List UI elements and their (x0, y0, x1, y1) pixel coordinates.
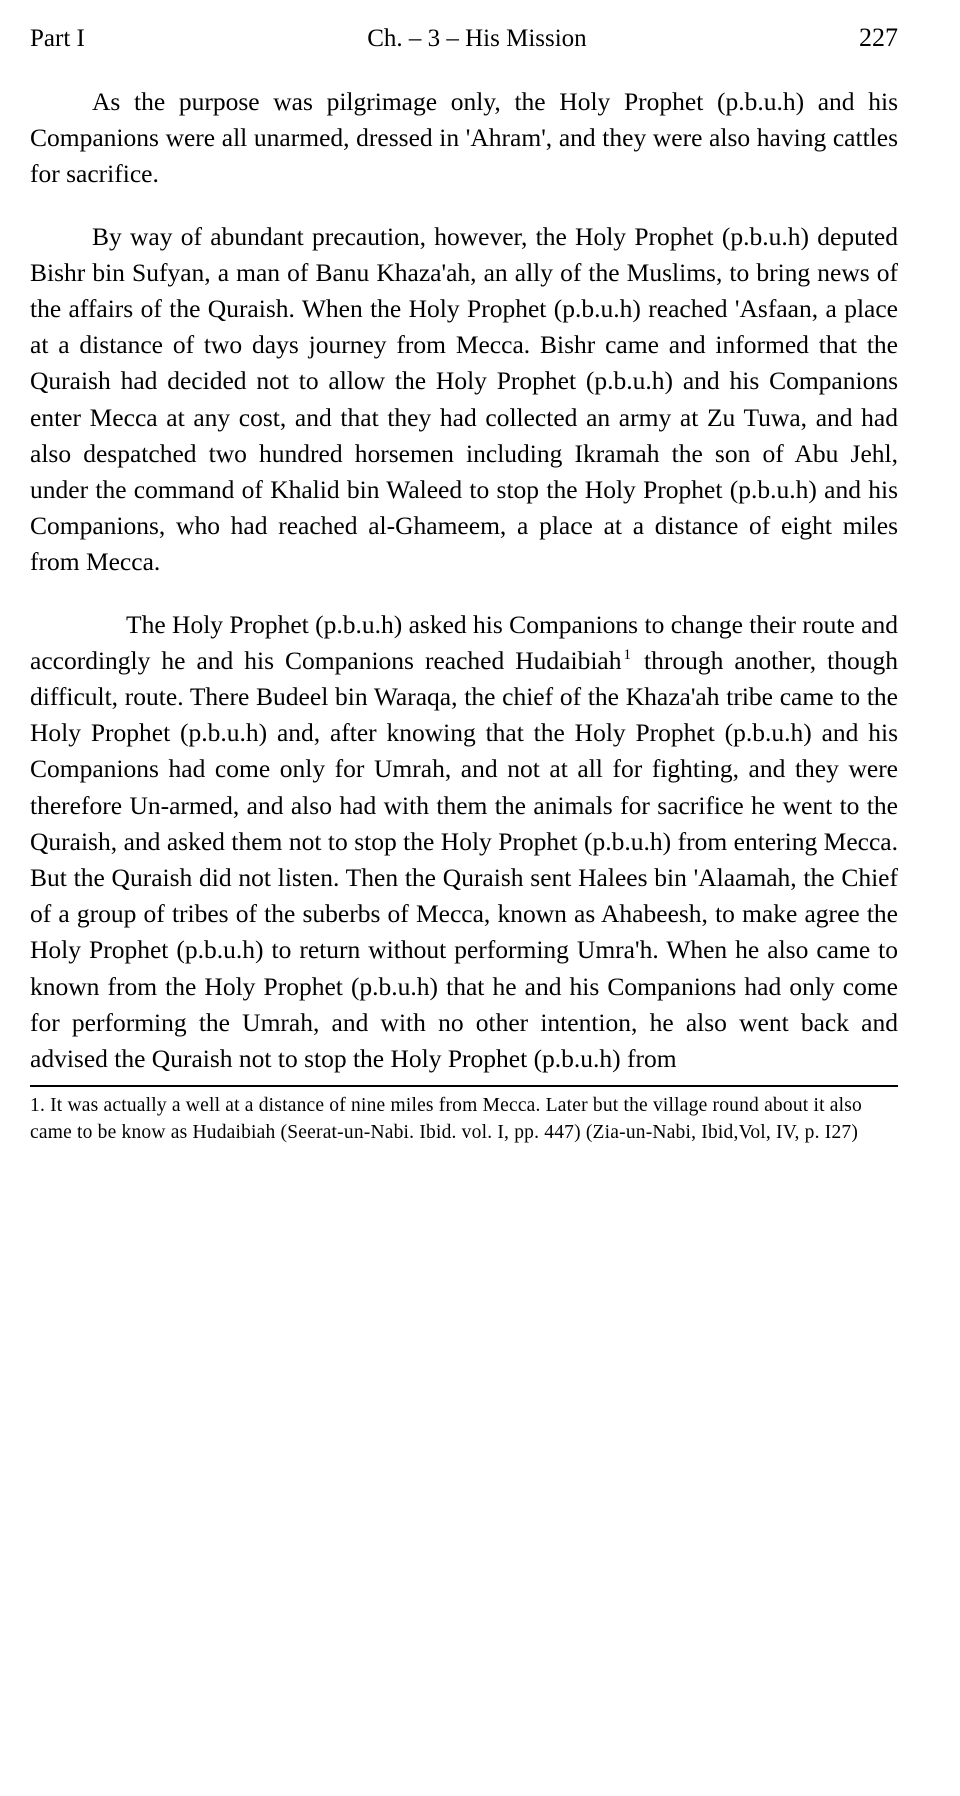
page-header (30, 22, 898, 54)
header-chapter-title: Ch. – 3 – His Mission (367, 25, 587, 52)
paragraph-2: By way of abundant precaution, however, the Holy Prophet (p.b.u.h) deputed Bishr bin Sufyan, a man of Banu Khaza'ah, an ally of the Muslims, to bring news of the affairs of the Quraish. When the Holy Prophet (p.b.u.h) reached 'Asfaan, a place at a distance of two days journey from Mecca. Bishr came and informed that the Quraish had decided not to allow the Holy Prophet (p.b.u.h) and his Companions enter Mecca at any cost, and that they had collected an army at Zu Tuwa, and had also despatched two hundred horsemen including Ikramah the son of Abu Jehl, under the command of Khalid bin Waleed to stop the Holy Prophet (p.b.u.h) and his Companions, who had reached al-Ghameem, a place at a distance of eight miles from Mecca. (30, 221, 898, 577)
paragraph-3-text-before-footnote: The Holy Prophet (p.b.u.h) asked his Companions to change their route and accordingly he and his Companions reached Hudaibiah (30, 609, 898, 675)
footnote-block (30, 1093, 898, 1147)
page-body (30, 84, 898, 1077)
header-part-label: Part I (30, 25, 85, 52)
paragraph-3-text-after-footnote: through another, though difficult, route. There Budeel bin Waraqa, the chief of the Khaza'ah tribe came to the Holy Prophet (p.b.u.h) and, after knowing that the Holy Prophet (p.b.u.h) and his Companions had come only for Umrah, and not at all for fighting, and they were therefore Un-armed, and also had with them the animals for sacrifice he went to the Quraish, and asked them not to stop the Holy Prophet (p.b.u.h) from entering Mecca. But the Quraish did not listen. Then the Quraish sent Halees bin 'Alaamah, the Chief of a group of tribes of the suberbs of Mecca, known as Ahabeesh, to make agree the Holy Prophet (p.b.u.h) to return without performing Umra'h. When he also came to known from the Holy Prophet (p.b.u.h) that he and his Companions had only come for performing the Umrah, and with no other intention, he also went back and advised the Quraish not to stop the Holy Prophet (p.b.u.h) from (30, 645, 898, 1074)
page-number: 227 (859, 23, 898, 52)
paragraph-3 (30, 607, 898, 1078)
footnote-text: 1. It was actually a well at a distance of nine miles from Mecca. Later but the village round about it also came to be know as Hudaibiah (Seerat-un-Nabi. Ibid. vol. I, pp. 447) (Zia-un-Nabi, Ibid,Vol, IV, p. I27) (30, 1095, 863, 1144)
paragraph-1: As the purpose was pilgrimage only, the Holy Prophet (p.b.u.h) and his Companions were all unarmed, dressed in 'Ahram', and they were also having cattles for sacrifice. (30, 87, 898, 189)
footnote-divider (30, 1085, 898, 1087)
footnote-reference-marker: 1 (623, 647, 631, 664)
